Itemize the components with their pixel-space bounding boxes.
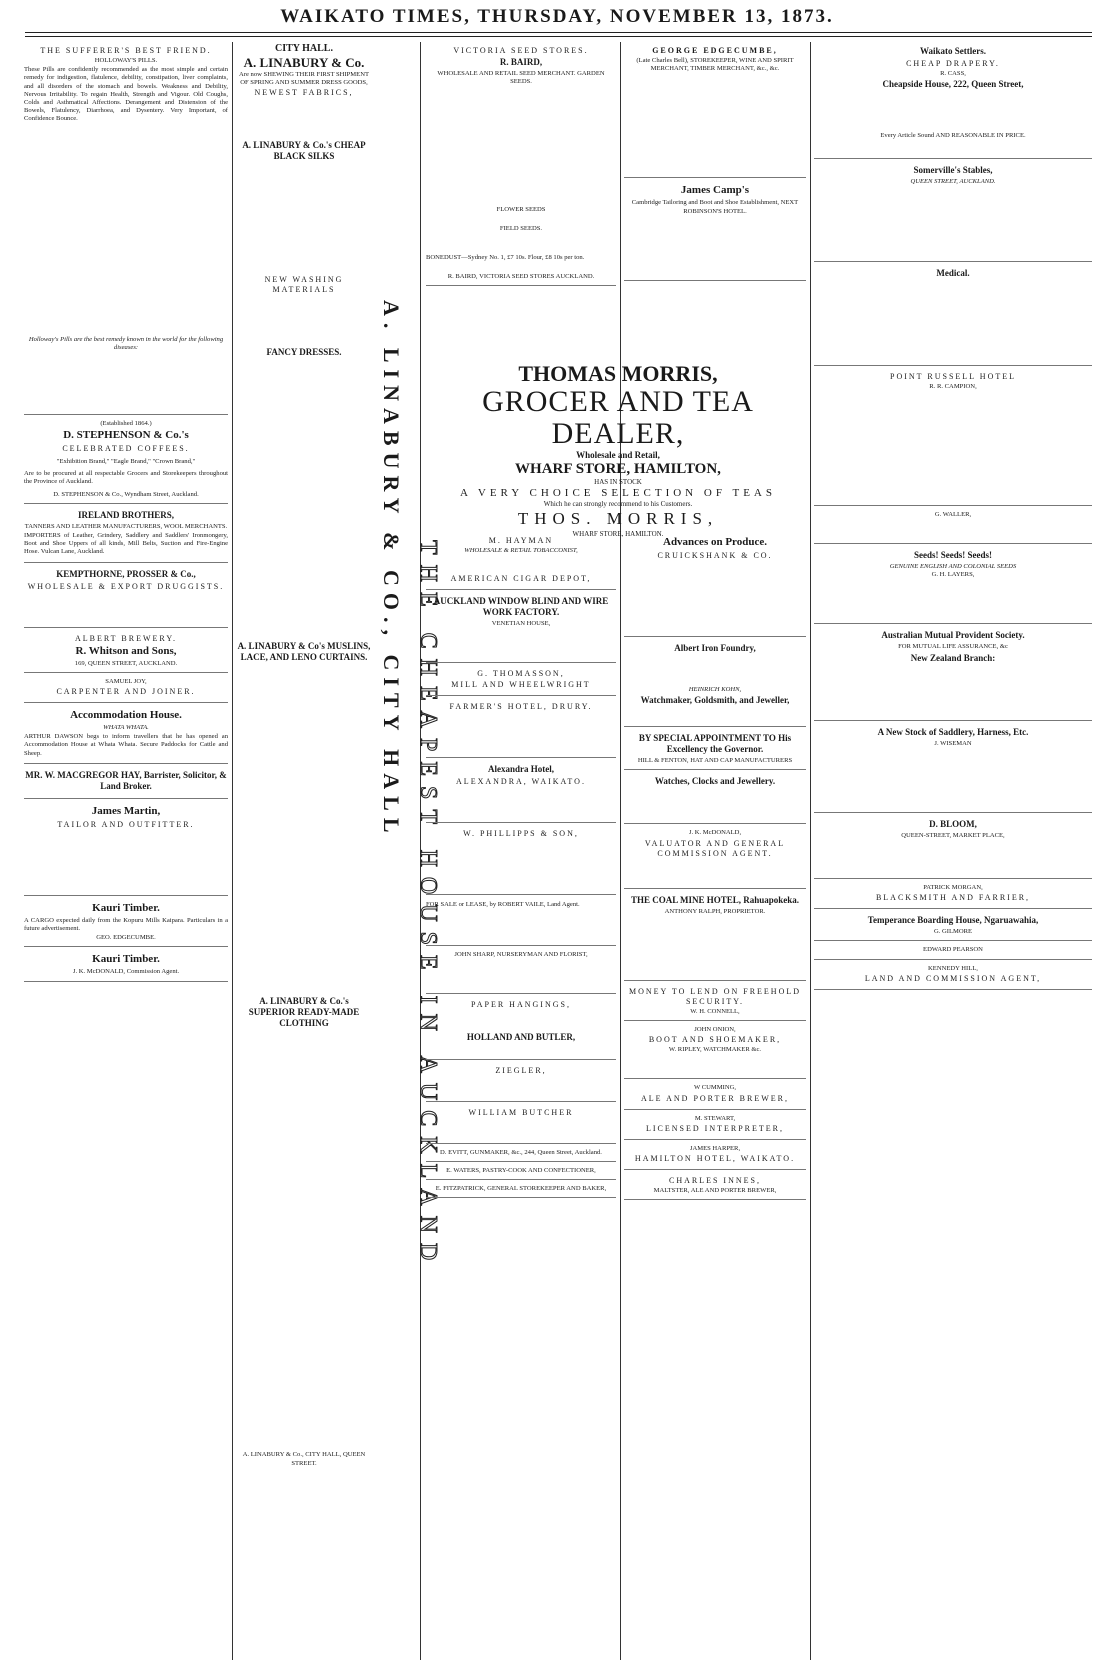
cheapest-house-vertical-banner: THE CHEAPEST HOUSE IN AUCKLAND xyxy=(415,540,441,1271)
cruickshank-title: CRUICKSHANK & CO. xyxy=(657,551,773,560)
column-4-lower xyxy=(426,532,616,1660)
cumming-title: W CUMMING, xyxy=(693,1084,736,1092)
saddlery-ad xyxy=(814,723,1092,813)
cigar-depot: AMERICAN CIGAR DEPOT, xyxy=(450,574,592,584)
evitt-title: D. EVITT, GUNMAKER, &c., 244, Queen Street, Auckland. xyxy=(440,1148,602,1156)
edgecumbe-ad xyxy=(624,42,806,178)
morgan-title: PATRICK MORGAN, xyxy=(923,884,983,892)
vaile-text: FOR SALE or LEASE, by ROBERT VAILE, Land Agent. xyxy=(426,901,580,909)
campion-title: R. R. CAMPION, xyxy=(929,382,977,390)
russell-ad xyxy=(814,368,1092,506)
hill-title: KENNEDY HILL, xyxy=(928,964,978,972)
kauri-signature: GEO. EDGECUMBE. xyxy=(96,934,156,942)
cheapside-title: Cheapside House, 222, Queen Street, xyxy=(882,79,1024,90)
ireland-ad xyxy=(24,506,228,563)
iron-ad xyxy=(624,639,806,727)
settlers-title: Waikato Settlers. xyxy=(920,46,986,56)
accommodation-ad xyxy=(24,705,228,764)
alexandra-ad xyxy=(426,760,616,823)
column-rule xyxy=(810,42,811,1660)
seed-name: R. BAIRD, xyxy=(499,57,543,67)
accommodation-title: Accommodation House. xyxy=(70,709,182,722)
kauri2-title: Kauri Timber. xyxy=(92,953,160,966)
stephenson-text: Are to be procured at all respectable Grocers and Storekeepers throughout the Province of Auckland. xyxy=(24,470,228,486)
every-article: Every Article Sound AND REASONABLE IN PRICE. xyxy=(880,132,1026,140)
wiseman-title: J. WISEMAN xyxy=(934,739,972,747)
linabury-vertical-banner: A. LINABURY & CO., CITY HALL xyxy=(379,300,404,840)
paper-title: PAPER HANGINGS, xyxy=(471,999,571,1009)
bloom-title: D. BLOOM, xyxy=(929,818,977,829)
morris-name: THOMAS MORRIS, xyxy=(518,361,718,386)
harper-title: JAMES HARPER, xyxy=(689,1144,741,1152)
blind-ad xyxy=(426,592,616,663)
kempthorne-ad xyxy=(24,565,228,628)
albert-addr: 169, QUEEN STREET, AUCKLAND. xyxy=(74,659,178,667)
fitzpatrick-title: E. FITZPATRICK, GENERAL STOREKEEPER AND BAKER, xyxy=(435,1185,607,1193)
blind-title: AUCKLAND WINDOW BLIND AND WIRE WORK FACTORY. xyxy=(433,596,609,618)
watches-ad xyxy=(624,772,806,824)
accommodation-text: ARTHUR DAWSON begs to inform travellers that he has opened an Accommodation House at Whata Whata. Secure Paddocks for Cattle and Sheep. xyxy=(24,733,228,757)
camp-ad xyxy=(624,180,806,280)
seeds-title: Seeds! Seeds! Seeds! xyxy=(914,550,992,561)
holloway-list xyxy=(24,352,228,410)
column-2 xyxy=(236,42,372,1660)
morris-wharf2: WHARF STORE, HAMILTON. xyxy=(572,530,664,538)
stephenson-est: (Established 1864.) xyxy=(100,420,152,428)
advances-title: Advances on Produce. xyxy=(663,536,767,548)
linabury-muslins: A. LINABURY & Co's MUSLINS, LACE, AND LENO CURTAINS. xyxy=(237,641,371,663)
camp-title: James Camp's xyxy=(680,184,750,197)
stewart-ad xyxy=(624,1112,806,1140)
linabury-clothing: A. LINABURY & Co.'s SUPERIOR READY-MADE CLOTHING xyxy=(248,996,360,1029)
ripley-title: W. RIPLEY, WATCHMAKER &c. xyxy=(668,1046,762,1054)
nz-branch: New Zealand Branch: xyxy=(910,652,996,663)
morris-teas: A VERY CHOICE SELECTION OF TEAS xyxy=(459,487,776,499)
valuator-title: VALUATOR AND GENERAL COMMISSION AGENT. xyxy=(644,838,786,858)
coal-ad xyxy=(624,891,806,981)
edgecumbe-sub: (Late Charles Bell), STOREKEEPER, WINE AND SPIRIT MERCHANT, TIMBER MERCHANT, &c., &c. xyxy=(636,57,794,73)
seeds-ad xyxy=(814,546,1092,624)
blacksmith-title: BLACKSMITH AND FARRIER, xyxy=(875,893,1031,903)
amp-ad xyxy=(814,626,1092,720)
somerville-title: Somerville's Stables, xyxy=(913,165,993,176)
onion-ad xyxy=(624,1023,806,1079)
kohn-sub: Watchmaker, Goldsmith, and Jeweller, xyxy=(640,695,790,706)
advances-ad xyxy=(624,532,806,637)
accommodation-sub: WHATA WHATA. xyxy=(103,724,149,732)
fenton-ad xyxy=(624,729,806,770)
land-title: LAND AND COMMISSION AGENT, xyxy=(864,973,1042,983)
money-title: MONEY TO LEND ON FREEHOLD SECURITY. xyxy=(628,986,802,1006)
onion-title: JOHN ONION, xyxy=(694,1026,736,1034)
bloom-sub: QUEEN-STREET, MARKET PLACE, xyxy=(901,831,1005,839)
martin-title: James Martin, xyxy=(91,804,161,817)
pearson-title: EDWARD PEARSON xyxy=(923,946,983,954)
masthead-rule xyxy=(25,32,1092,33)
waters-ad xyxy=(426,1164,616,1180)
layers-title: G. H. LAYERS, xyxy=(931,571,975,579)
evitt-ad xyxy=(426,1146,616,1162)
butcher-ad xyxy=(426,1104,616,1144)
innes-ad xyxy=(624,1172,806,1200)
linabury-footer: A. LINABURY & Co., CITY HALL, QUEEN STREET. xyxy=(242,1451,366,1467)
connell-title: W. H. CONNELL, xyxy=(690,1007,740,1015)
kohn-title: HEINRICH KOHN, xyxy=(688,686,742,693)
boot-title: BOOT AND SHOEMAKER, xyxy=(648,1035,782,1045)
waller-title: G. WALLER, xyxy=(934,510,972,518)
somerville-ad xyxy=(814,161,1092,261)
ale-title: ALE AND PORTER BREWER, xyxy=(641,1093,789,1103)
martin-ad xyxy=(24,801,228,896)
paper-ad xyxy=(426,996,616,1060)
stephenson-ad xyxy=(24,417,228,504)
mcdonald-ad xyxy=(624,826,806,888)
hayman-sub: WHOLESALE & RETAIL TOBACCONIST, xyxy=(464,547,578,554)
ireland-title: IRELAND BROTHERS, xyxy=(77,509,175,520)
seed-title: VICTORIA SEED STORES. xyxy=(453,46,589,55)
holloway-list-title: Holloway's Pills are the best remedy known in the world for the following diseases: xyxy=(28,335,224,351)
phillipps-ad xyxy=(426,825,616,895)
holloway-title: THE SUFFERER'S BEST FRIEND. xyxy=(40,46,212,55)
kauri-ad xyxy=(24,898,228,948)
kauri2-ad xyxy=(24,949,228,981)
gilmore-title: G. GILMORE xyxy=(933,928,973,936)
seed-sub: WHOLESALE AND RETAIL SEED MERCHANT. GARDEN SEEDS. xyxy=(437,70,605,86)
iron-title: Albert Iron Foundry, xyxy=(674,643,756,653)
morris-grocer: GROCER AND TEA DEALER, xyxy=(482,385,754,450)
cass-title: R. CASS, xyxy=(940,70,966,77)
column-rule xyxy=(620,42,621,1660)
column-5-lower xyxy=(624,532,806,1660)
mcdonald-title: J. K. McDONALD, xyxy=(688,829,742,837)
linabury-black-silks: A. LINABURY & Co.'s CHEAP BLACK SILKS xyxy=(242,140,366,162)
morris-wharf: WHARF STORE, HAMILTON, xyxy=(515,461,721,477)
camp-sub: Cambridge Tailoring and Boot and Shoe Establishment, NEXT ROBINSON'S HOTEL. xyxy=(631,199,799,215)
hamilton-hotel-title: HAMILTON HOTEL, WAIKATO. xyxy=(634,1154,796,1164)
ireland-sub: TANNERS AND LEATHER MANUFACTURERS, WOOL MERCHANTS. xyxy=(24,522,228,530)
innes-title: CHARLES INNES, xyxy=(668,1176,761,1186)
drapery-title: CHEAP DRAPERY. xyxy=(906,59,1000,68)
joy-title: SAMUEL JOY, xyxy=(105,677,147,685)
venetian-title: VENETIAN HOUSE, xyxy=(491,620,551,628)
alexandra-title: Alexandra Hotel, xyxy=(488,764,554,775)
column-1 xyxy=(24,42,228,1660)
bloom-ad xyxy=(814,815,1092,879)
masthead: WAIKATO TIMES, THURSDAY, NOVEMBER 13, 1873. xyxy=(280,6,834,27)
field-seeds: FIELD SEEDS. xyxy=(499,224,543,232)
linabury-fancy: FANCY DRESSES. xyxy=(266,347,342,358)
stephenson-signature: D. STEPHENSON & Co., Wyndham Street, Auckland. xyxy=(53,490,199,498)
farmers-ad xyxy=(426,698,616,758)
cumming-ad xyxy=(624,1081,806,1109)
holloway-text: These Pills are confidently recommended as the most simple and certain remedy for indigestion, flatulence, debility, constipation, liver complaints, and all disorders of the stomach and bowels. Weakness and Debility, Nervous Irritability. To regain Health, Strength and Vigour. Old Coughs, Colds and Asthmatical Affections. Derangement and Distension of the Bowels, Flatulency, Diarrhoea, and Dysentery. Very Important, of Confidence Bounce. xyxy=(24,66,228,123)
kauri-title: Kauri Timber. xyxy=(92,901,160,914)
hill-ad xyxy=(814,962,1092,990)
thomasson-title: G. THOMASSON, xyxy=(477,669,565,679)
temperance-title: Temperance Boarding House, Ngaruawahia, xyxy=(867,915,1039,926)
amp-title: Australian Mutual Provident Society. xyxy=(881,630,1025,641)
phillipps-title: W. PHILLIPPS & SON, xyxy=(463,829,579,839)
macgregor-ad xyxy=(24,766,228,799)
russell-title: POINT RUSSELL HOTEL xyxy=(890,371,1016,381)
holloway-sub: HOLLOWAY'S PILLS. xyxy=(94,57,158,64)
joy-ad xyxy=(24,675,228,703)
medical-title: Medical. xyxy=(936,267,970,278)
hayman-title: M. HAYMAN xyxy=(488,536,554,545)
ziegler-title: ZIEGLER, xyxy=(495,1065,547,1075)
stewart-title: M. STEWART, xyxy=(694,1114,736,1122)
edgecumbe-title: GEORGE EDGECUMBE, xyxy=(652,46,778,55)
ireland-text: IMPORTERS of Leather, Grindery, Saddlery and Saddlers' Ironmongery, Boot and Shoe Uppers of all kinds, Mill Belts, Suction and Fire-Engine Hose. Vulcan Lane, Auckland. xyxy=(24,532,228,556)
linabury-showing: Are now SHEWING THEIR FIRST SHIPMENT OF SPRING AND SUMMER DRESS GOODS, xyxy=(239,71,369,87)
bonedust-text: BONEDUST—Sydney No. 1, £7 10s. Flour, £8 10s per ton. xyxy=(426,253,585,261)
morris-thos: THOS. MORRIS, xyxy=(517,509,719,528)
somerville-sub: QUEEN STREET, AUCKLAND. xyxy=(910,178,996,186)
macgregor-text: MR. W. MACGREGOR HAY, Barrister, Solicitor, & Land Broker. xyxy=(25,769,227,791)
baird-ad xyxy=(426,42,616,286)
martin-trade: TAILOR AND OUTFITTER. xyxy=(57,819,195,829)
mill-title: MILL AND WHEELWRIGHT xyxy=(451,680,591,690)
alexandra-sub: ALEXANDRA, WAIKATO. xyxy=(456,777,586,787)
special-appointment: BY SPECIAL APPOINTMENT TO His Excellency the Governor. xyxy=(638,733,792,755)
morris-has: HAS IN STOCK xyxy=(594,478,642,486)
ziegler-ad xyxy=(426,1062,616,1102)
kauri2-signature: J. K. McDONALD, Commission Agent. xyxy=(72,968,180,976)
masthead-rule-2 xyxy=(25,36,1092,37)
baird-signature: R. BAIRD, VICTORIA SEED STORES AUCKLAND. xyxy=(447,273,595,281)
interpreter-title: LICENSED INTERPRETER, xyxy=(646,1123,784,1133)
flower-seeds: FLOWER SEEDS xyxy=(496,206,546,214)
albert-brewery-ad xyxy=(24,630,228,673)
fenton-title: HILL & FENTON, HAT AND CAP MANUFACTURERS xyxy=(637,757,793,765)
column-rule xyxy=(232,42,233,1660)
kauri-text: A CARGO expected daily from the Kopuru Mills Kaipara. Particulars in a future advertisement. xyxy=(24,916,228,933)
temperance-ad xyxy=(814,911,1092,941)
column-6 xyxy=(814,42,1092,1660)
morris-wholesale: Wholesale and Retail, xyxy=(576,450,660,460)
watches-title: Watches, Clocks and Jewellery. xyxy=(654,776,776,787)
waller-ad xyxy=(814,508,1092,544)
linabury-washing: NEW WASHING MATERIALS xyxy=(264,275,344,295)
thomasson-ad xyxy=(426,665,616,696)
stephenson-brands: "Exhibition Brand," "Eagle Brand," "Crown Brand," xyxy=(56,458,196,466)
morgan-ad xyxy=(814,881,1092,909)
sharp-ad xyxy=(426,948,616,994)
seeds-sub: GENUINE ENGLISH AND COLONIAL SEEDS xyxy=(889,563,1017,571)
holloway-ad xyxy=(24,42,228,415)
money-ad xyxy=(624,983,806,1021)
holland-title: HOLLAND AND BUTLER, xyxy=(466,1031,576,1042)
vaile-ad xyxy=(426,897,616,945)
fitzpatrick-ad xyxy=(426,1182,616,1198)
kempthorne-title: KEMPTHORNE, PROSSER & Co., xyxy=(56,568,196,579)
amp-sub: FOR MUTUAL LIFE ASSURANCE, &c xyxy=(898,643,1008,651)
waters-title: E. WATERS, PASTRY-COOK AND CONFECTIONER, xyxy=(446,1167,596,1175)
morris-recommend: Which he can strongly recommend to his Customers. xyxy=(543,500,693,508)
joy-trade: CARPENTER AND JOINER. xyxy=(56,687,196,697)
pearson-ad xyxy=(814,943,1092,959)
stephenson-celebrated: CELEBRATED COFFEES. xyxy=(62,444,190,454)
ralph-title: ANTHONY RALPH, PROPRIETOR. xyxy=(664,907,766,915)
linabury-title: A. LINABURY & Co. xyxy=(243,55,365,70)
medical-ad xyxy=(814,264,1092,366)
innes-sub: MALTSTER, ALE AND PORTER BREWER, xyxy=(653,1187,777,1195)
hayman-ad xyxy=(426,532,616,590)
kempthorne-sub: WHOLESALE & EXPORT DRUGGISTS. xyxy=(27,581,225,591)
linabury-newest: NEWEST FABRICS, xyxy=(254,88,354,98)
holloway-filler xyxy=(24,125,228,335)
cass-ad xyxy=(814,42,1092,159)
farmers-title: FARMER'S HOTEL, DRURY. xyxy=(449,702,593,712)
butcher-title: WILLIAM BUTCHER xyxy=(468,1107,574,1117)
city-hall-title: CITY HALL. xyxy=(275,43,333,54)
sharp-title: JOHN SHARP, NURSERYMAN AND FLORIST, xyxy=(454,950,588,958)
stephenson-title: D. STEPHENSON & Co.'s xyxy=(63,429,189,442)
saddlery-title: A New Stock of Saddlery, Harness, Etc. xyxy=(877,726,1029,737)
albert-title: ALBERT BREWERY. xyxy=(74,633,178,643)
coal-title: THE COAL MINE HOTEL, Rahuapokeka. xyxy=(630,894,800,905)
harper-ad xyxy=(624,1142,806,1170)
albert-name: R. Whitson and Sons, xyxy=(75,644,177,657)
